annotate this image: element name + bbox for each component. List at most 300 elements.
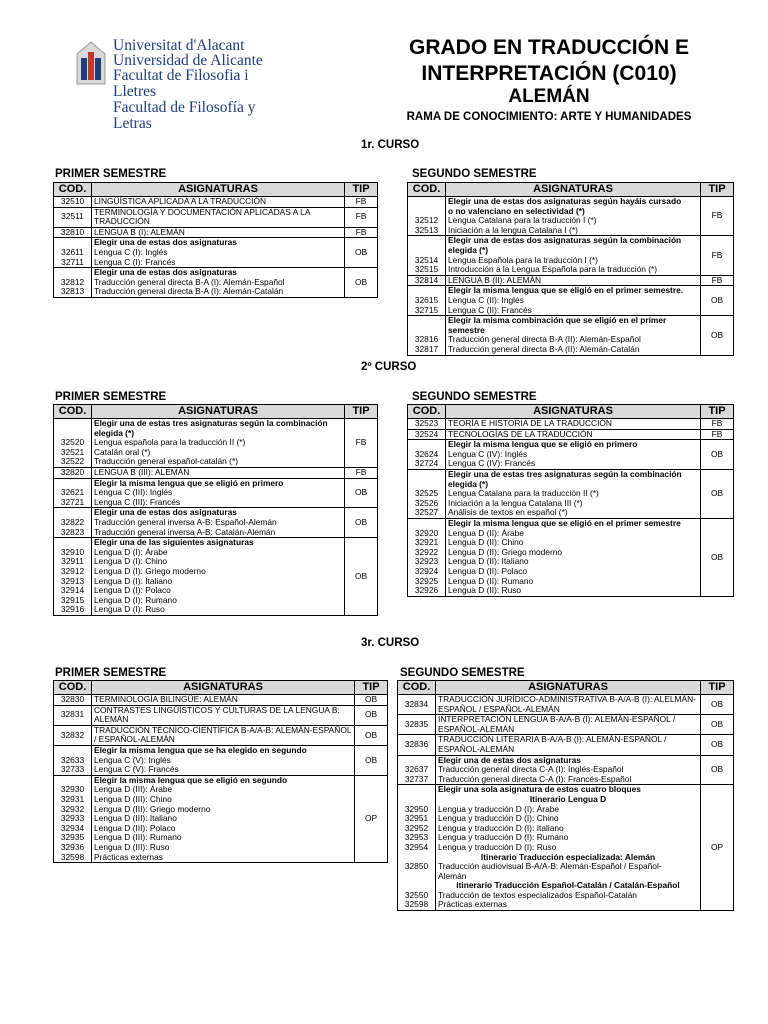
subjects-table: [53, 182, 378, 298]
subject-code: 32721: [60, 496, 85, 507]
table-row: [408, 316, 734, 355]
subjects-cell: [446, 286, 701, 316]
subject-code: 32598: [60, 851, 85, 862]
table-row: [54, 725, 388, 745]
curso-heading: 1r. CURSO: [361, 139, 420, 151]
subject-code: 32525: [414, 488, 439, 499]
logo-line: Universitat d'Alacant: [113, 37, 245, 54]
university-crest-icon: [75, 40, 107, 88]
subject-code: 32550: [404, 889, 429, 900]
subjects-cell: [92, 705, 355, 725]
table-row: [408, 419, 734, 430]
subject-code: 32816: [414, 334, 439, 345]
subject-code: 32813: [60, 286, 85, 297]
col-header-type: TIP: [355, 681, 388, 695]
subject-name: Lengua C (I): Inglés: [94, 246, 168, 257]
type-cell: FB: [701, 197, 734, 236]
col-header-code: COD.: [398, 681, 436, 695]
type-cell: OP: [355, 775, 388, 862]
subject-code: 32512: [414, 215, 439, 226]
semester-heading: PRIMER SEMESTRE: [55, 667, 167, 679]
subject-code: 32834: [404, 698, 429, 709]
type-cell: OB: [345, 508, 378, 538]
subject-name: Lengua D (I): Árabe: [94, 546, 168, 557]
subject-name: Lengua D (III): Árabe: [94, 784, 173, 795]
subject-name: Traducción general inversa A-B: Español-Alemán: [94, 516, 277, 527]
instruction-text: semestre: [448, 324, 485, 335]
subjects-cell: [92, 227, 345, 238]
subject-name: Lengua y traducción D (I): Ruso: [438, 841, 557, 852]
instruction-text: Elegir una de las siguientes asignaturas: [94, 537, 254, 548]
subject-code: 32932: [60, 803, 85, 814]
curso-heading: 3r. CURSO: [361, 637, 420, 649]
code-cell: [54, 419, 92, 468]
table-row: [398, 755, 734, 785]
subject-name: Lengua D (III): Chino: [94, 793, 172, 804]
instruction-text: Elegir una de estas dos asignaturas: [94, 237, 237, 248]
table-row: [408, 197, 734, 236]
subject-name: LENGUA B (II): ALEMÁN: [448, 274, 542, 285]
subject-name: Alemán: [438, 870, 467, 881]
subjects-table: [407, 404, 734, 597]
instruction-text: Elegir una de estas dos asignaturas según hayáis cursado: [448, 196, 682, 206]
subject-code: 32526: [414, 497, 439, 508]
code-cell: [54, 268, 92, 298]
instruction-text: Elegir la misma lengua que se eligió en primero: [448, 439, 638, 450]
subjects-cell: [436, 735, 701, 755]
subject-name: Traducción general directa C-A (I): Inglés-Español: [438, 764, 624, 775]
subject-name: Traducción general español-catalán (*): [94, 456, 239, 467]
table-row: [54, 508, 378, 538]
subject-code: 32524: [414, 428, 439, 439]
subject-code: 32936: [60, 841, 85, 852]
curso-heading: 2º CURSO: [361, 361, 417, 373]
subject-name: Traducción audiovisual B-A/A-B: Alemán-Español / Español-: [438, 861, 662, 872]
col-header-subjects: ASIGNATURAS: [92, 681, 355, 695]
instruction-text: Elegir la misma lengua que se eligió en el primer semestre.: [448, 285, 684, 296]
logo-line: Universidad de Alicante: [113, 52, 263, 69]
type-cell: FB: [701, 275, 734, 286]
subject-code: 32715: [414, 304, 439, 315]
type-cell: OB: [701, 755, 734, 785]
logo-line: Facultat de Filosofia i Lletres: [113, 67, 249, 100]
subject-code: 32733: [60, 764, 85, 775]
subject-code: 32914: [60, 585, 85, 596]
table-row: [408, 518, 734, 596]
table-row: [54, 197, 378, 208]
subject-code: 32951: [404, 813, 429, 824]
table-row: [408, 275, 734, 286]
type-cell: FB: [701, 419, 734, 430]
subject-code: 32835: [404, 718, 429, 729]
table-row: [54, 419, 378, 468]
table-row: [54, 207, 378, 227]
code-cell: [398, 755, 436, 785]
subject-code: 32922: [414, 546, 439, 557]
table-row: [54, 695, 388, 706]
subject-name: Traducción general directa B-A (II): Alemán-Catalán: [448, 343, 640, 354]
table-row: [408, 236, 734, 275]
subjects-cell: [446, 469, 701, 518]
subject-name: TRADUCCIÓN TÉCNICO-CIENTÍFICA B-A/A-B: ALEMÁN-ESPAÑOL / ESPAÑOL-ALEMÁN: [94, 724, 352, 745]
subject-name: Lengua y traducción D (I): Italiano: [438, 822, 564, 833]
subject-name: TECNOLOGÍAS DE LA TRADUCCIÓN: [448, 428, 593, 439]
table-row: [398, 695, 734, 715]
subject-code: 32523: [414, 418, 439, 428]
type-cell: OB: [355, 745, 388, 775]
subject-code: 32912: [60, 565, 85, 576]
subject-name: Lengua D (I): Ruso: [94, 604, 165, 615]
subject-name: Lengua C (II): Francés: [448, 304, 532, 315]
code-cell: [54, 467, 92, 478]
table-row: [54, 268, 378, 298]
subject-name: Lengua D (II): Árabe: [448, 527, 524, 538]
instruction-text: Elegir una de estas dos asignaturas según la combinación: [448, 235, 682, 246]
subject-name: Traducción general directa B-A (I): Alemán-Español: [94, 276, 285, 287]
subjects-cell: [92, 538, 345, 616]
subjects-cell: [446, 197, 701, 236]
type-cell: OB: [355, 695, 388, 706]
subjects-cell: [92, 775, 355, 862]
table-row: [408, 286, 734, 316]
table-row: [398, 785, 734, 911]
table-row: [54, 478, 378, 508]
subjects-cell: [446, 440, 701, 470]
instruction-text: elegida (*): [448, 478, 489, 489]
subject-name: INTERPRETACIÓN LENGUA B-A/A-B (I): ALEMÁN-ESPAÑOL / ESPAÑOL-ALEMÁN: [438, 714, 676, 734]
page-title-line-1: GRADO EN TRADUCCIÓN E: [408, 36, 689, 59]
semester-heading: SEGUNDO SEMESTRE: [412, 168, 537, 180]
instruction-text: Itinerario Traducción especializada: Alemán: [480, 851, 656, 862]
instruction-text: elegida (*): [94, 427, 135, 438]
subject-name: Lengua D (II): Ruso: [448, 585, 522, 596]
page-title-line-2: INTERPRETACIÓN (C010): [421, 62, 677, 85]
subject-name: CONTRASTES LINGÜÍSTICOS Y CULTURAS DE LA LENGUA B: ALEMÁN: [94, 704, 340, 725]
subject-code: 32820: [60, 466, 85, 477]
table-row: [54, 227, 378, 238]
subject-name: Introducción a la Lengua Española para la traducción (*): [448, 264, 658, 275]
knowledge-branch: RAMA DE CONOCIMIENTO: ARTE Y HUMANIDADES: [406, 111, 692, 123]
subject-code: 32510: [60, 196, 85, 206]
subjects-cell: [446, 429, 701, 440]
subject-code: 32611: [61, 246, 84, 257]
instruction-text: Itinerario Traducción Español-Catalán / Catalán-Español: [456, 880, 680, 891]
instruction-text: Elegir una sola asignatura de estos cuatro bloques: [438, 784, 641, 795]
subject-code: 32624: [414, 448, 439, 459]
subjects-cell: [436, 715, 701, 735]
subject-code: 32923: [414, 556, 439, 567]
type-cell: OB: [345, 238, 378, 268]
subjects-cell: [446, 518, 701, 596]
col-header-code: COD.: [54, 183, 92, 197]
subject-code: 32527: [414, 507, 439, 518]
semester-heading: PRIMER SEMESTRE: [55, 391, 167, 403]
subject-name: Traducción general inversa A-B: Catalán-Alemán: [94, 526, 276, 537]
col-header-subjects: ASIGNATURAS: [436, 681, 701, 695]
subject-name: LENGUA B (III): ALEMÁN: [94, 466, 190, 477]
instruction-text: Elegir la misma lengua que se eligió en segundo: [94, 774, 288, 785]
code-cell: [54, 725, 92, 745]
subject-name: Lengua C (III): Inglés: [94, 487, 173, 498]
code-cell: [408, 197, 446, 236]
type-cell: OB: [345, 268, 378, 298]
type-cell: FB: [345, 197, 378, 208]
subject-name: Lengua D (III): Griego moderno: [94, 803, 211, 814]
subjects-cell: [92, 207, 345, 227]
subject-code: 32931: [60, 793, 85, 804]
subject-code: 32954: [404, 841, 429, 852]
subject-code: 32822: [60, 516, 85, 527]
subject-code: 32810: [60, 226, 85, 237]
subject-name: Lengua D (III): Polaco: [94, 822, 176, 833]
table-row: [398, 735, 734, 755]
code-cell: [54, 227, 92, 238]
subjects-cell: [92, 197, 345, 208]
type-cell: FB: [345, 419, 378, 468]
table-row: [408, 429, 734, 440]
subjects-cell: [92, 745, 355, 775]
university-logo: [75, 37, 275, 132]
subjects-cell: [436, 695, 701, 715]
page-title-language: ALEMÁN: [508, 86, 590, 107]
subject-name: TEORÍA E HISTORIA DE LA TRADUCCIÓN: [448, 418, 612, 428]
type-cell: OB: [345, 538, 378, 616]
subject-code: 32621: [60, 487, 85, 498]
subject-code: 32513: [414, 224, 439, 235]
col-header-subjects: ASIGNATURAS: [92, 405, 345, 419]
subject-name: Lengua y traducción D (I): Chino: [438, 813, 559, 824]
col-header-type: TIP: [345, 183, 378, 197]
instruction-text: Elegir la misma combinación que se eligió en el primer: [448, 315, 667, 326]
subject-name: Lengua D (II): Rumano: [448, 575, 534, 586]
table-row: [408, 440, 734, 470]
subjects-cell: [92, 238, 345, 268]
type-cell: FB: [345, 207, 378, 227]
table-row: [54, 705, 388, 725]
code-cell: [54, 695, 92, 706]
subject-code: 32952: [404, 822, 429, 833]
subjects-cell: [436, 755, 701, 785]
instruction-text: Elegir la misma lengua que se eligió en primero: [94, 477, 284, 488]
subjects-table: [53, 680, 388, 863]
subjects-cell: [92, 695, 355, 706]
instruction-text: o no valenciano en selectividad (*): [448, 205, 585, 216]
subjects-cell: [92, 725, 355, 745]
semester-heading: SEGUNDO SEMESTRE: [400, 667, 525, 679]
subject-name: Lengua y traducción D (I): Árabe: [438, 803, 560, 814]
subject-code: 32522: [60, 456, 85, 467]
code-cell: [408, 275, 446, 286]
subjects-cell: [92, 478, 345, 508]
subject-code: 32924: [414, 565, 439, 576]
subject-code: 32637: [404, 764, 429, 775]
col-header-type: TIP: [701, 681, 734, 695]
col-header-type: TIP: [345, 405, 378, 419]
subject-code: 32953: [404, 832, 429, 843]
subjects-cell: [446, 275, 701, 286]
code-cell: [54, 745, 92, 775]
subject-code: 32850: [404, 861, 429, 872]
subjects-cell: [446, 419, 701, 430]
type-cell: OB: [355, 725, 388, 745]
subject-code: 32920: [414, 527, 439, 538]
code-cell: [54, 705, 92, 725]
subject-name: Lengua D (I): Chino: [94, 556, 168, 567]
subject-code: 32817: [414, 343, 439, 354]
col-header-code: COD.: [54, 681, 92, 695]
subject-name: Lengua C (V): Francés: [94, 764, 179, 775]
subjects-table: [53, 404, 378, 616]
subjects-cell: [436, 785, 701, 911]
type-cell: FB: [701, 429, 734, 440]
instruction-text: elegida (*): [448, 244, 489, 255]
subject-code: 32633: [60, 754, 85, 765]
subject-name: Lengua C (I): Francés: [94, 256, 176, 267]
table-row: [398, 715, 734, 735]
semester-heading: PRIMER SEMESTRE: [55, 168, 167, 180]
col-header-type: TIP: [701, 183, 734, 197]
instruction-text: Elegir una de estas tres asignaturas según la combinación: [448, 468, 682, 479]
code-cell: [54, 775, 92, 862]
instruction-text: Elegir una de estas tres asignaturas según la combinación: [94, 418, 328, 428]
code-cell: [54, 197, 92, 208]
subject-code: 32935: [60, 832, 85, 843]
subjects-cell: [92, 419, 345, 468]
subject-name: Lengua C (IV): Inglés: [448, 448, 528, 459]
table-row: [408, 469, 734, 518]
subject-code: 32823: [60, 526, 85, 537]
code-cell: [54, 508, 92, 538]
subjects-table: [407, 182, 734, 356]
subject-name: LINGÜÍSTICA APLICADA A LA TRADUCCIÓN: [94, 196, 267, 206]
table-row: [54, 538, 378, 616]
code-cell: [408, 440, 446, 470]
subject-name: Prácticas externas: [94, 851, 163, 862]
semester-heading: SEGUNDO SEMESTRE: [412, 391, 537, 403]
subject-name: Análisis de textos en español (*): [448, 507, 568, 518]
col-header-subjects: ASIGNATURAS: [446, 405, 701, 419]
col-header-code: COD.: [408, 405, 446, 419]
subject-name: Lengua D (III): Ruso: [94, 841, 170, 852]
code-cell: [398, 785, 436, 911]
subject-name: Catalán oral (*): [94, 446, 151, 457]
subjects-table: [397, 680, 734, 911]
type-cell: OB: [701, 286, 734, 316]
subject-code: 32814: [414, 274, 439, 285]
subject-name: TERMINOLOGÍA Y DOCUMENTACIÓN APLICADAS A LA TRADUCCIÓN: [94, 206, 310, 227]
col-header-code: COD.: [408, 183, 446, 197]
instruction-text: Elegir una de estas dos asignaturas: [438, 754, 581, 765]
subject-name: Traducción general directa B-A (II): Alemán-Español: [448, 334, 641, 345]
subject-code: 32724: [414, 458, 439, 469]
subject-code: 32913: [60, 575, 85, 586]
subjects-cell: [92, 508, 345, 538]
instruction-text: Elegir la misma lengua que se eligió en el primer semestre: [448, 517, 681, 528]
subject-code: 32514: [414, 254, 439, 265]
subject-name: Prácticas externas: [438, 899, 507, 910]
type-cell: OB: [701, 518, 734, 596]
subject-name: Lengua C (II): Inglés: [448, 294, 524, 305]
code-cell: [54, 238, 92, 268]
subject-code: 32921: [414, 537, 439, 548]
instruction-text: Elegir una de estas dos asignaturas: [94, 267, 237, 278]
code-cell: [398, 735, 436, 755]
subjects-cell: [446, 316, 701, 355]
subject-code: 32916: [60, 604, 85, 615]
subject-code: 32711: [61, 256, 84, 267]
subject-name: Lengua D (I): Rumano: [94, 594, 177, 605]
type-cell: FB: [701, 236, 734, 275]
col-header-subjects: ASIGNATURAS: [446, 183, 701, 197]
instruction-text: Elegir una de estas dos asignaturas: [94, 507, 237, 518]
type-cell: OB: [701, 440, 734, 470]
type-cell: OB: [701, 469, 734, 518]
subject-name: Lengua Catalana para la traducción II (*): [448, 488, 599, 499]
subject-code: 32511: [61, 211, 84, 222]
subject-name: Lengua y traducción D (I): Rumano: [438, 832, 569, 843]
subject-name: Lengua española para la traducción II (*): [94, 437, 246, 448]
subject-name: Lengua C (IV): Francés: [448, 458, 536, 469]
code-cell: [398, 715, 436, 735]
type-cell: OP: [701, 785, 734, 911]
subject-name: TRADUCCIÓN LITERARIA B-A/A-B (I): ALEMÁN-ESPAÑOL / ESPAÑOL-ALEMÁN: [438, 734, 667, 754]
code-cell: [408, 236, 446, 275]
subject-name: Lengua D (II): Chino: [448, 537, 524, 548]
code-cell: [54, 478, 92, 508]
subject-code: 32934: [60, 822, 85, 833]
instruction-text: Itinerario Lengua D: [529, 793, 607, 804]
instruction-text: Elegir la misma lengua que se ha elegido en segundo: [94, 744, 307, 755]
subject-code: 32925: [414, 575, 439, 586]
subject-name: TERMINOLOGÍA BILINGÜE: ALEMÁN: [94, 694, 238, 704]
subject-name: Lengua C (V): Inglés: [94, 754, 171, 765]
code-cell: [408, 286, 446, 316]
subject-name: Lengua Española para la traducción I (*): [448, 254, 598, 265]
type-cell: FB: [345, 467, 378, 478]
col-header-type: TIP: [701, 405, 734, 419]
subject-code: 32515: [414, 264, 439, 275]
subject-name: Lengua D (II): Griego moderno: [448, 546, 563, 557]
subject-code: 32930: [60, 784, 85, 795]
subject-code: 32830: [60, 694, 85, 704]
table-row: [54, 467, 378, 478]
subject-code: 32915: [60, 594, 85, 605]
subject-name: Lengua D (III): Italiano: [94, 813, 177, 824]
subject-name: Lengua D (III): Rumano: [94, 832, 182, 843]
subject-code: 32521: [60, 446, 85, 457]
code-cell: [408, 316, 446, 355]
subject-code: 32812: [60, 276, 85, 287]
subject-code: 32911: [61, 556, 84, 567]
subject-name: Lengua C (III): Francés: [94, 496, 181, 507]
subject-name: Traducción de textos especializados Español-Catalán: [438, 889, 637, 900]
type-cell: OB: [701, 715, 734, 735]
type-cell: OB: [701, 695, 734, 715]
subject-code: 32831: [60, 709, 85, 720]
subject-code: 32615: [414, 294, 439, 305]
type-cell: OB: [701, 735, 734, 755]
code-cell: [408, 518, 446, 596]
type-cell: OB: [355, 705, 388, 725]
code-cell: [408, 419, 446, 430]
type-cell: FB: [345, 227, 378, 238]
subjects-cell: [92, 467, 345, 478]
code-cell: [54, 207, 92, 227]
subject-name: Iniciación a la lengua Catalana I (*): [448, 224, 578, 235]
code-cell: [398, 695, 436, 715]
logo-line: Facultad de Filosofía y Letras: [113, 99, 256, 132]
subject-name: Lengua D (I): Polaco: [94, 585, 171, 596]
